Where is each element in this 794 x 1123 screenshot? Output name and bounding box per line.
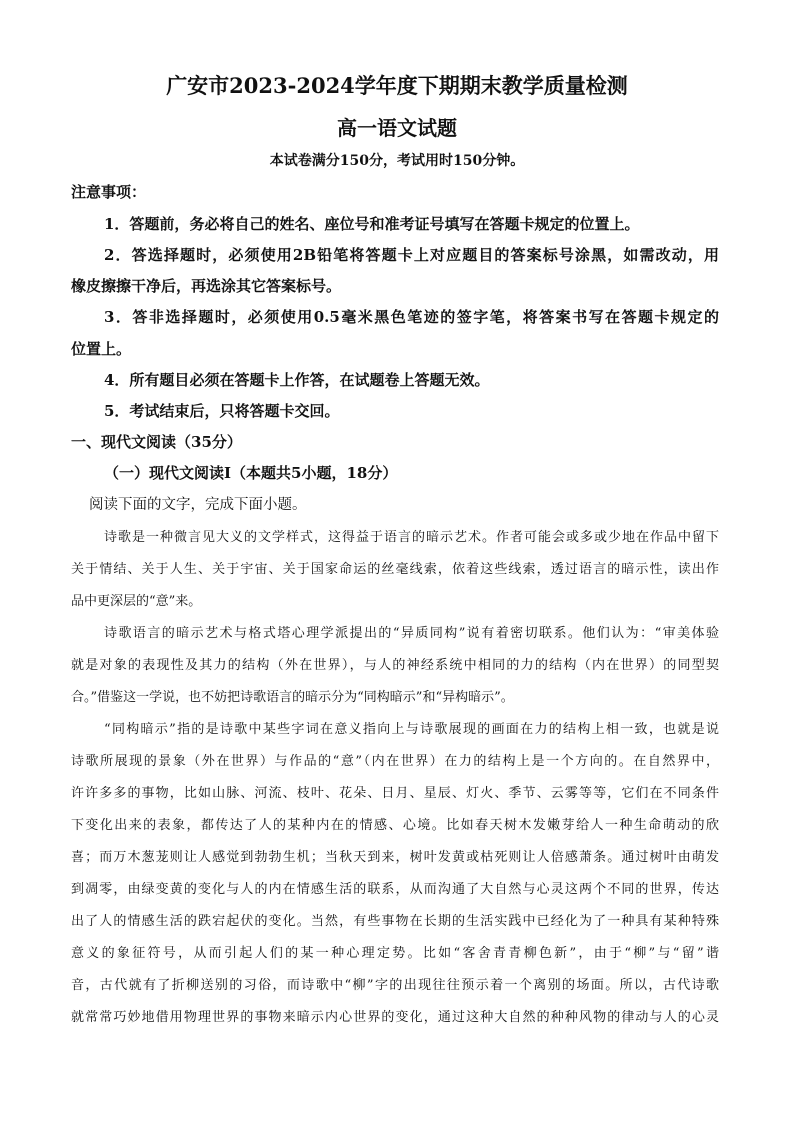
reading-instruction: 阅读下面的文字，完成下面小题。 <box>89 497 307 513</box>
passage-line: 就常常巧妙地借用物理世界的事物来暗示内心世界的变化，通过这种大自然的种种风物的律动与人的心灵 <box>71 1010 719 1025</box>
passage-line: “同构暗示”指的是诗歌中某些字词在意义指向上与诗歌展现的画面在力的结构上相一致，也就是说 <box>104 722 719 737</box>
passage-line: 诗歌语言的暗示艺术与格式塔心理学派提出的“异质同构”说有着密切联系。他们认为：“审美体验 <box>104 626 719 641</box>
notice-item-1: 1．答题前，务必将自己的姓名、座位号和准考证号填写在答题卡规定的位置上。 <box>104 215 640 233</box>
passage-line: 出了人的情感生活的跌宕起伏的变化。当然，有些事物在长期的生活实践中已经化为了一种具有某种特殊 <box>71 914 719 929</box>
exam-info: 本试卷满分150分，考试用时150分钟。 <box>269 153 525 169</box>
passage-line: 音，古代就有了折柳送别的习俗，而诗歌中“柳”字的出现往往预示着一个离别的场面。所以，古代诗歌 <box>71 978 719 993</box>
passage-line: 意义的象征符号，从而引起人们的某一种心理定势。比如“客舍青青柳色新”，由于“柳”与“留”谐 <box>71 946 719 961</box>
exam-subtitle: 高一语文试题 <box>337 116 457 140</box>
passage-line: 许许多多的事物，比如山脉、河流、枝叶、花朵、日月、星辰、灯火、季节、云雾等等，它们在不同条件 <box>71 786 719 801</box>
notice-item-2-line-2: 橡皮擦擦干净后，再选涂其它答案标号。 <box>71 277 342 295</box>
passage-line: 到凋零，由绿变黄的变化与人的内在情感生活的联系，从而沟通了大自然与心灵这两个不同的世界，传达 <box>71 882 719 897</box>
notice-item-5: 5．考试结束后，只将答题卡交回。 <box>104 402 340 420</box>
passage-line: 诗歌是一种微言见大义的文学样式，这得益于语言的暗示艺术。作者可能会或多或少地在作品中留下 <box>104 530 719 545</box>
passage-line: 诗歌所展现的景象（外在世界）与作品的“意”（内在世界）在力的结构上是一个方向的。在自然界中， <box>71 754 719 769</box>
notice-item-2-line-1: 2．答选择题时，必须使用2B铅笔将答题卡上对应题目的答案标号涂黑，如需改动，用 <box>104 246 719 264</box>
notice-item-3-line-2: 位置上。 <box>71 340 132 358</box>
passage-line: 关于情结、关于人生、关于宇宙、关于国家命运的丝毫线索，依着这些线索，透过语言的暗示性，读出作 <box>71 562 719 577</box>
notice-heading: 注意事项： <box>71 183 147 201</box>
notice-item-3-line-1: 3．答非选择题时，必须使用0.5毫米黑色笔迹的签字笔，将答案书写在答题卡规定的 <box>104 308 719 326</box>
passage-line: 合。”借鉴这一学说，也不妨把诗歌语言的暗示分为“同构暗示”和“异构暗示”。 <box>71 690 514 705</box>
exam-title: 广安市2023-2024学年度下期期末教学质量检测 <box>166 73 628 98</box>
passage-line: 品中更深层的“意”来。 <box>71 594 202 609</box>
notice-item-4: 4．所有题目必须在答题卡上作答，在试题卷上答题无效。 <box>104 371 490 389</box>
subsection-heading: （一）现代文阅读Ⅰ（本题共5小题，18分） <box>104 464 398 482</box>
passage-line: 喜；而万木葱茏则让人感觉到勃勃生机；当秋天到来，树叶发黄或枯死则让人倍感萧条。通过树叶由萌发 <box>71 850 719 865</box>
passage-line: 下变化出来的表象，都传达了人的某种内在的情感、心境。比如春天树木发嫩芽给人一种生命萌动的欣 <box>71 818 719 833</box>
section-heading: 一、现代文阅读（35分） <box>71 433 242 451</box>
passage-line: 就是对象的表现性及其力的结构（外在世界），与人的神经系统中相同的力的结构（内在世界）的同型契 <box>71 658 719 673</box>
